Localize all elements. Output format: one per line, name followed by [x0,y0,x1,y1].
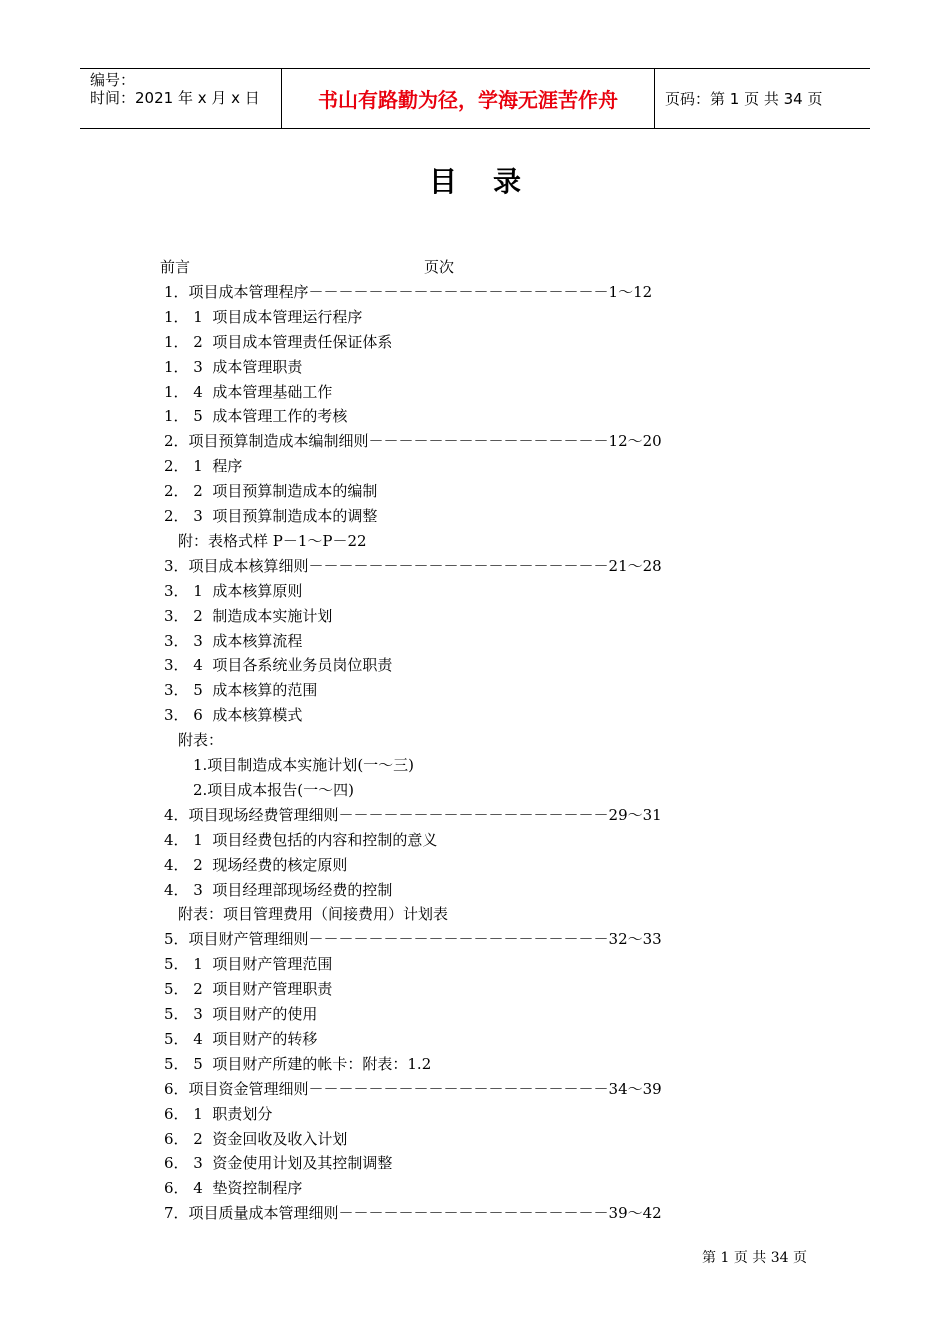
toc-entry: 3． 5 成本核算的范围 [164,681,318,699]
toc-entry: 附：表格式样 P－1～P－22 [178,532,367,550]
toc-entry: 5． 4 项目财产的转移 [164,1030,318,1048]
toc-entry: 6． 2 资金回收及收入计划 [164,1130,348,1148]
toc-entry: 3． 1 成本核算原则 [164,582,303,600]
toc-entry: 附表： [178,731,224,749]
toc-entry: 1． 1 项目成本管理运行程序 [164,308,363,326]
page-footer: 第 1 页 共 34 页 [702,1250,807,1266]
toc-entry: 5． 3 项目财产的使用 [164,1005,318,1023]
header-motto: 书山有路勤为径，学海无涯苦作舟 [281,69,655,128]
number-label: 编号： [90,71,136,89]
toc-entry: 5． 1 项目财产管理范围 [164,955,333,973]
toc-entry: 1． 4 成本管理基础工作 [164,383,333,401]
toc-entry: 5．项目财产管理细则－－－－－－－－－－－－－－－－－－－－32～33 [164,930,662,948]
toc-entry: 3． 4 项目各系统业务员岗位职责 [164,656,393,674]
toc-entry: 2． 2 项目预算制造成本的编制 [164,482,378,500]
header-meta [90,71,260,107]
toc-entry: 1． 3 成本管理职责 [164,358,303,376]
toc-entry: 1． 5 成本管理工作的考核 [164,407,348,425]
toc-entry: 3．项目成本核算细则－－－－－－－－－－－－－－－－－－－－21～28 [164,557,662,575]
date-line: 时间：2021 年 x 月 x 日 [90,89,260,107]
page-header [80,68,870,129]
toc-entry: 4． 1 项目经费包括的内容和控制的意义 [164,831,438,849]
toc-entry: 4．项目现场经费管理细则－－－－－－－－－－－－－－－－－－29～31 [164,806,662,824]
toc-entry: 1． 2 项目成本管理责任保证体系 [164,333,393,351]
toc-entry: 4． 2 现场经费的核定原则 [164,856,348,874]
toc-entry: 3． 3 成本核算流程 [164,632,303,650]
toc-entry: 4． 3 项目经理部现场经费的控制 [164,881,393,899]
toc-entry: 6． 3 资金使用计划及其控制调整 [164,1154,393,1172]
toc-entry: 6．项目资金管理细则－－－－－－－－－－－－－－－－－－－－34～39 [164,1080,662,1098]
toc-preface: 前言 [160,258,191,276]
document-title: 目录 [428,165,557,198]
toc-page-column-label: 页次 [424,258,455,276]
toc-entry: 2． 1 程序 [164,457,243,475]
toc-entry: 7．项目质量成本管理细则－－－－－－－－－－－－－－－－－－39～42 [164,1204,662,1222]
toc-entry: 附表：项目管理费用（间接费用）计划表 [178,905,449,923]
toc-entry: 1.项目制造成本实施计划(一～三) [193,756,415,774]
toc-entry: 2． 3 项目预算制造成本的调整 [164,507,378,525]
toc-entry: 3． 6 成本核算模式 [164,706,303,724]
toc-entry: 6． 1 职责划分 [164,1105,273,1123]
toc-entry: 1．项目成本管理程序－－－－－－－－－－－－－－－－－－－－1～12 [164,283,653,301]
toc-entry: 2．项目预算制造成本编制细则－－－－－－－－－－－－－－－－12～20 [164,432,662,450]
toc-entry: 5． 5 项目财产所建的帐卡：附表：1.2 [164,1055,432,1073]
toc-entry: 2.项目成本报告(一～四) [193,781,355,799]
toc-entry: 3． 2 制造成本实施计划 [164,607,333,625]
header-page-info: 页码：第 1 页 共 34 页 [665,90,823,108]
toc-entry: 6． 4 垫资控制程序 [164,1179,303,1197]
toc-entry: 5． 2 项目财产管理职责 [164,980,333,998]
